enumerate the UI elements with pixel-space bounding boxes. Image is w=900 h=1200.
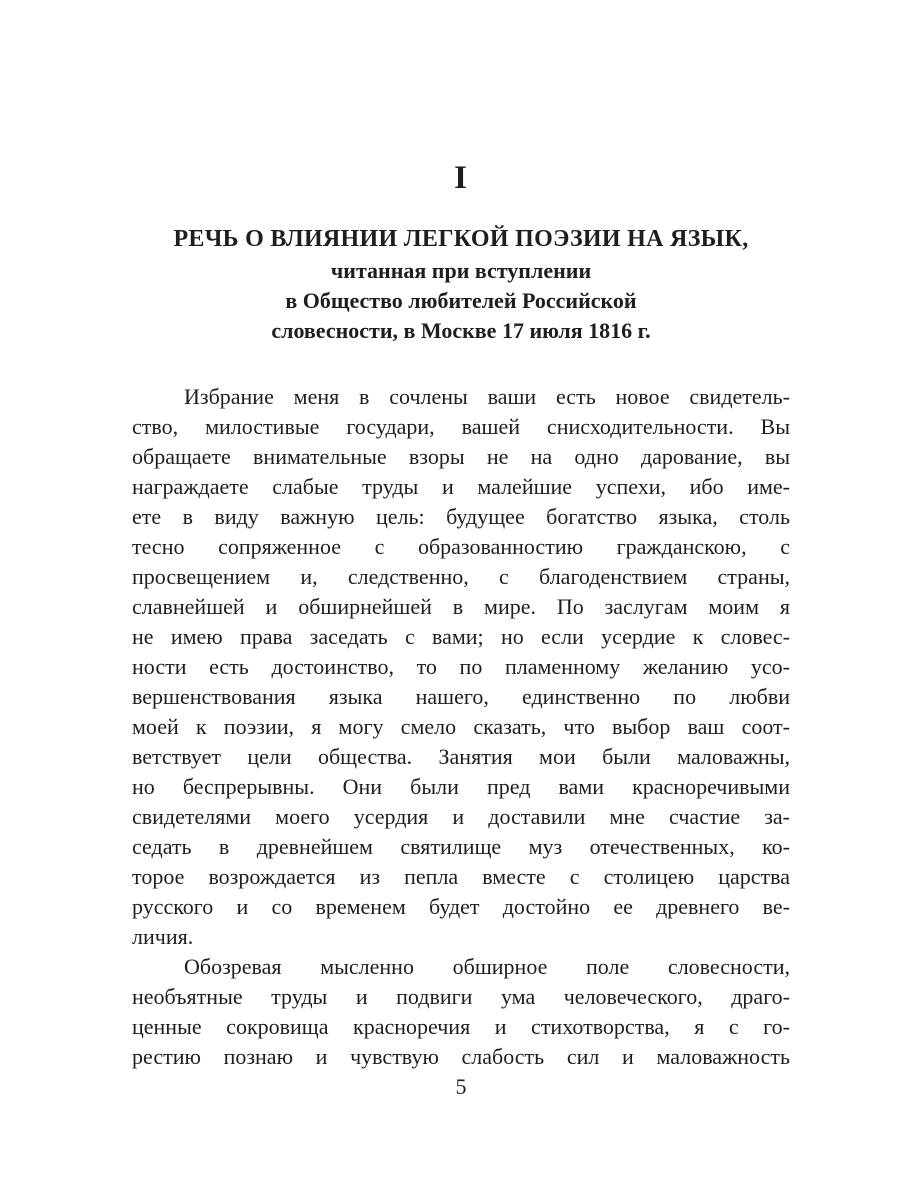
body-line: ете в виду важную цель: будущее богатство языка, столь (132, 504, 790, 529)
body-line: но беспрерывны. Они были пред вами красноречивыми (132, 774, 790, 799)
body-line: Избрание меня в сочлены ваши есть новое свидетель- (184, 384, 790, 409)
chapter-number: I (454, 160, 468, 196)
body-line: просвещением и, следственно, с благоденствием страны, (132, 564, 790, 589)
body-line: награждаете слабые труды и малейшие успехи, ибо име- (132, 474, 790, 499)
body-line: личия. (132, 924, 194, 949)
body-line: ности есть достоинство, то по пламенному желанию усо- (132, 654, 790, 679)
body-line: обращаете внимательные взоры не на одно дарование, вы (132, 444, 790, 469)
body-line: не имею права заседать с вами; но если усердие к словес- (132, 624, 790, 649)
body-line: ство, милостивые государи, вашей снисходительности. Вы (132, 414, 790, 439)
body-line: рестию познаю и чувствую слабость сил и маловажность (132, 1044, 790, 1069)
subtitle-line: словесности, в Москве 17 июля 1816 г. (271, 318, 651, 343)
page-number: 5 (455, 1074, 467, 1099)
body-line: Обозревая мысленно обширное поле словесности, (184, 954, 790, 979)
speech-title: РЕЧЬ О ВЛИЯНИИ ЛЕГКОЙ ПОЭЗИИ НА ЯЗЫК, (173, 226, 749, 252)
body-line: ценные сокровища красноречия и стихотворства, я с го- (132, 1014, 790, 1039)
body-line: тесно сопряженное с образованностию гражданскою, с (132, 534, 790, 559)
subtitle-line: в Общество любителей Российской (285, 288, 637, 313)
body-text (132, 382, 790, 1072)
subtitle-line: читанная при вступлении (330, 258, 592, 283)
body-line: вершенствования языка нашего, единственно по любви (132, 684, 790, 709)
body-line: свидетелями моего усердия и доставили мне счастие за- (132, 804, 790, 829)
body-line: славнейшей и обширнейшей в мире. По заслугам моим я (132, 594, 790, 619)
body-line: ветствует цели общества. Занятия мои были маловажны, (132, 744, 790, 769)
body-line: необъятные труды и подвиги ума человеческого, драго- (132, 984, 790, 1009)
speech-subtitle (132, 256, 790, 346)
text-column (132, 0, 790, 1100)
body-line: русского и со временем будет достойно ее древнего ве- (132, 894, 790, 919)
body-line: седать в древнейшем святилище муз отечественных, ко- (132, 834, 790, 859)
body-line: моей к поэзии, я могу смело сказать, что выбор ваш соот- (132, 714, 790, 739)
body-line: торое возрождается из пепла вместе с столицею царства (132, 864, 790, 889)
